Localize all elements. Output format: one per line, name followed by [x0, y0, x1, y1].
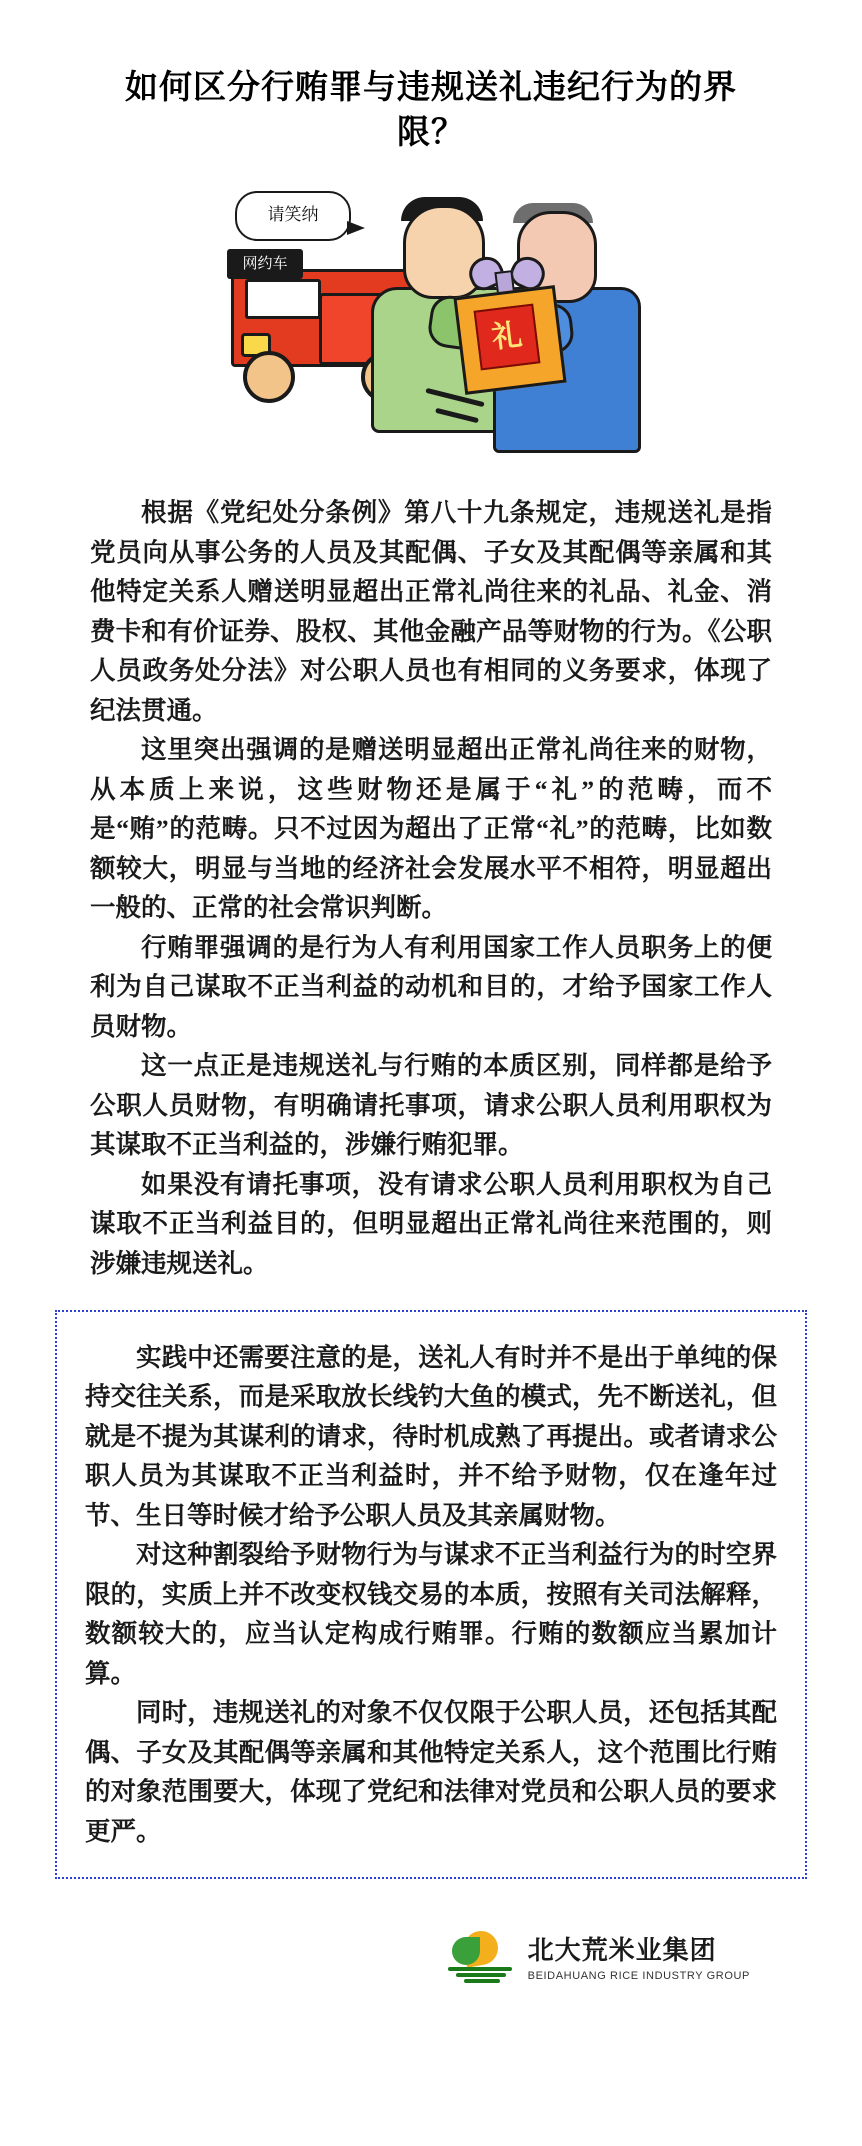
brand-logo-icon: [448, 1931, 514, 1987]
car-window-shape: [245, 279, 321, 319]
document-page: [0, 22, 862, 2146]
brand-name-cn: 北大荒米业集团: [527, 1935, 717, 1965]
boxed-paragraph-1: 实践中还需要注意的是，送礼人有时并不是出于单纯的保持交往关系，而是采取放长线钓大鱼的模式，先不断送礼，但就是不提为其谋利的请求，待时机成熟了再提出。或者请求公职人员为其谋取不正当利益时，并不给予财物，仅在逢年过节、生日等时候才给予公职人员及其亲属财物。: [85, 1342, 777, 1530]
paragraph-3: 行贿罪强调的是行为人有利用国家工作人员职务上的便利为自己谋取不正当利益的动机和目的，才给予国家工作人员财物。: [90, 932, 772, 1041]
car-wheel-front: [243, 351, 295, 403]
paragraph-1: 根据《党纪处分条例》第八十九条规定，违规送礼是指党员向从事公务的人员及其配偶、子女及其配偶等亲属和其他特定关系人赠送明显超出正常礼尚往来的礼品、礼金、消费卡和有价证券、股权、其他金融产品等财物的行为。《公职人员政务处分法》对公职人员也有相同的义务要求，体现了纪法贯通。: [90, 498, 772, 725]
swoosh-icon: [448, 1967, 512, 1983]
brand-text-group: [528, 1937, 750, 1982]
illustration-cartoon: [0, 183, 862, 483]
body-text-block: [0, 483, 862, 1283]
boxed-paragraph-2: 对这种割裂给予财物行为与谋求不正当利益行为的时空界限的，实质上并不改变权钱交易的本质，按照有关司法解释，数额较大的，应当认定构成行贿罪。行贿的数额应当累加计算。: [85, 1540, 777, 1688]
illustration-canvas: [221, 183, 641, 483]
gift-label: 礼: [474, 304, 541, 371]
leaf-green-icon: [452, 1937, 480, 1965]
paragraph-2: 这里突出强调的是赠送明显超出正常礼尚往来的财物，从本质上来说，这些财物还是属于“礼”的范畴，而不是“贿”的范畴。只不过因为超出了正常“礼”的范畴，比如数额较大，明显与当地的经济社会发展水平不相符，明显超出一般的、正常的社会常识判断。: [90, 735, 772, 923]
brand-name-en: BEIDAHUANG RICE INDUSTRY GROUP: [527, 1969, 750, 1982]
highlight-box: [55, 1310, 807, 1880]
paragraph-4: 这一点正是违规送礼与行贿的本质区别，同样都是给予公职人员财物，有明确请托事项，请求公职人员利用职权为其谋取不正当利益的，涉嫌行贿犯罪。: [90, 1051, 772, 1160]
page-title: 如何区分行贿罪与违规送礼违纪行为的界限？: [125, 70, 737, 151]
speech-bubble: 请笑纳: [235, 191, 351, 241]
footer-brand: [0, 1913, 862, 2005]
car-sign-label: 网约车: [227, 249, 303, 279]
boxed-paragraph-3: 同时，违规送礼的对象不仅仅限于公职人员，还包括其配偶、子女及其配偶等亲属和其他特定关系人，这个范围比行贿的对象范围要大，体现了党纪和法律对党员和公职人员的要求更严。: [85, 1698, 777, 1846]
paragraph-5: 如果没有请托事项，没有请求公职人员利用职权为自己谋取不正当利益目的，但明显超出正常礼尚往来范围的，则涉嫌违规送礼。: [90, 1169, 772, 1278]
